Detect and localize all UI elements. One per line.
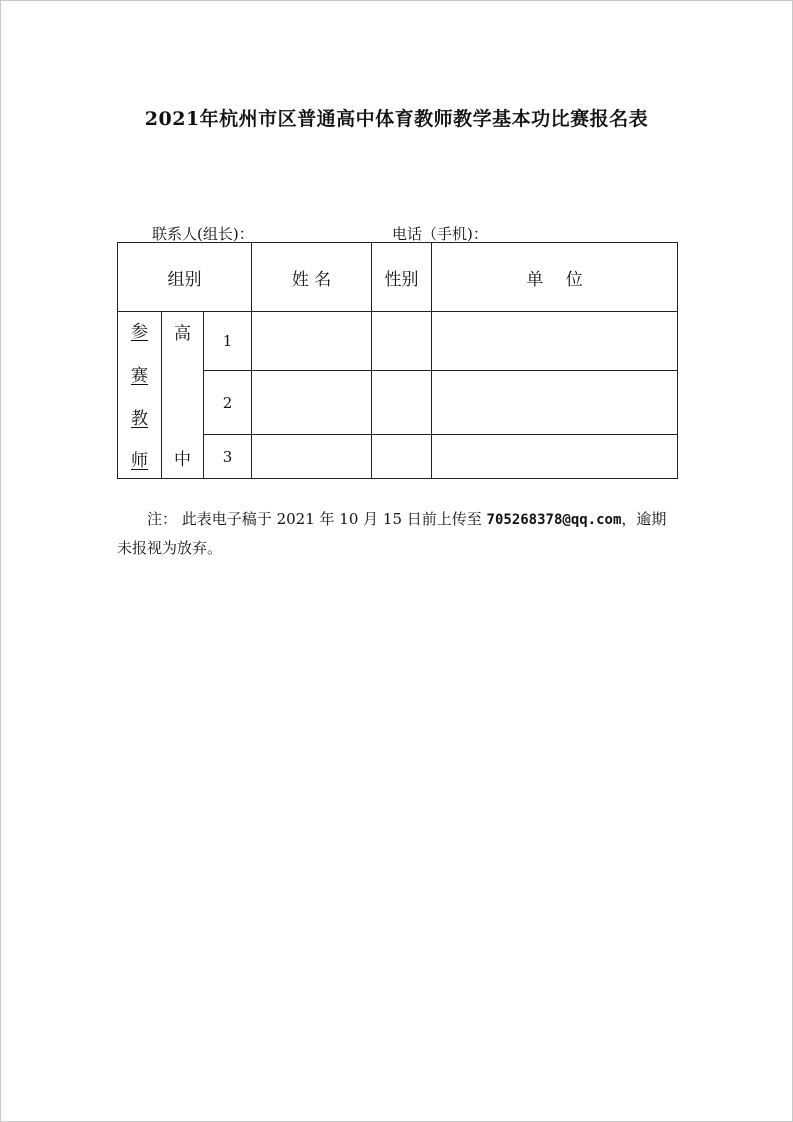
name-cell[interactable] — [252, 435, 372, 479]
participant-char: 师 — [131, 451, 148, 471]
page-title: 2021年杭州市区普通高中体育教师教学基本功比赛报名表 — [144, 108, 649, 130]
gender-cell[interactable] — [372, 312, 432, 371]
header-unit: 单 位 — [432, 243, 678, 312]
row-number: 2 — [204, 371, 252, 435]
participant-label-cell — [118, 312, 162, 479]
note-line-2: 未报视为放弃。 — [117, 539, 223, 557]
gender-cell[interactable] — [372, 435, 432, 479]
row-number: 1 — [204, 312, 252, 371]
header-name: 姓 名 — [252, 243, 372, 312]
note-text: 此表电子稿于 2021 年 10 月 15 日前上传至 — [181, 510, 487, 528]
participant-char: 教 — [131, 409, 148, 429]
row-number: 3 — [204, 435, 252, 479]
participant-char: 赛 — [131, 366, 148, 386]
contact-person-label: 联系人(组长)： — [152, 225, 254, 243]
participant-char: 参 — [131, 322, 148, 342]
unit-cell[interactable] — [432, 435, 678, 479]
note-text-tail: ，逾期 — [621, 510, 667, 528]
gender-cell[interactable] — [372, 371, 432, 435]
unit-cell[interactable] — [432, 371, 678, 435]
level-label-cell — [162, 312, 204, 479]
unit-cell[interactable] — [432, 312, 678, 371]
header-group: 组别 — [118, 243, 252, 312]
registration-table — [117, 242, 678, 479]
header-gender: 性别 — [372, 243, 432, 312]
contact-phone-label: 电话（手机)： — [392, 225, 488, 243]
note-paragraph — [117, 505, 692, 562]
table-row — [118, 312, 678, 371]
submission-email: 705268378@qq.com — [486, 512, 622, 528]
name-cell[interactable] — [252, 371, 372, 435]
note-label: 注： — [147, 510, 178, 528]
table-header-row — [118, 243, 678, 312]
name-cell[interactable] — [252, 312, 372, 371]
level-char: 中 — [174, 450, 191, 470]
level-char: 高 — [174, 324, 191, 344]
